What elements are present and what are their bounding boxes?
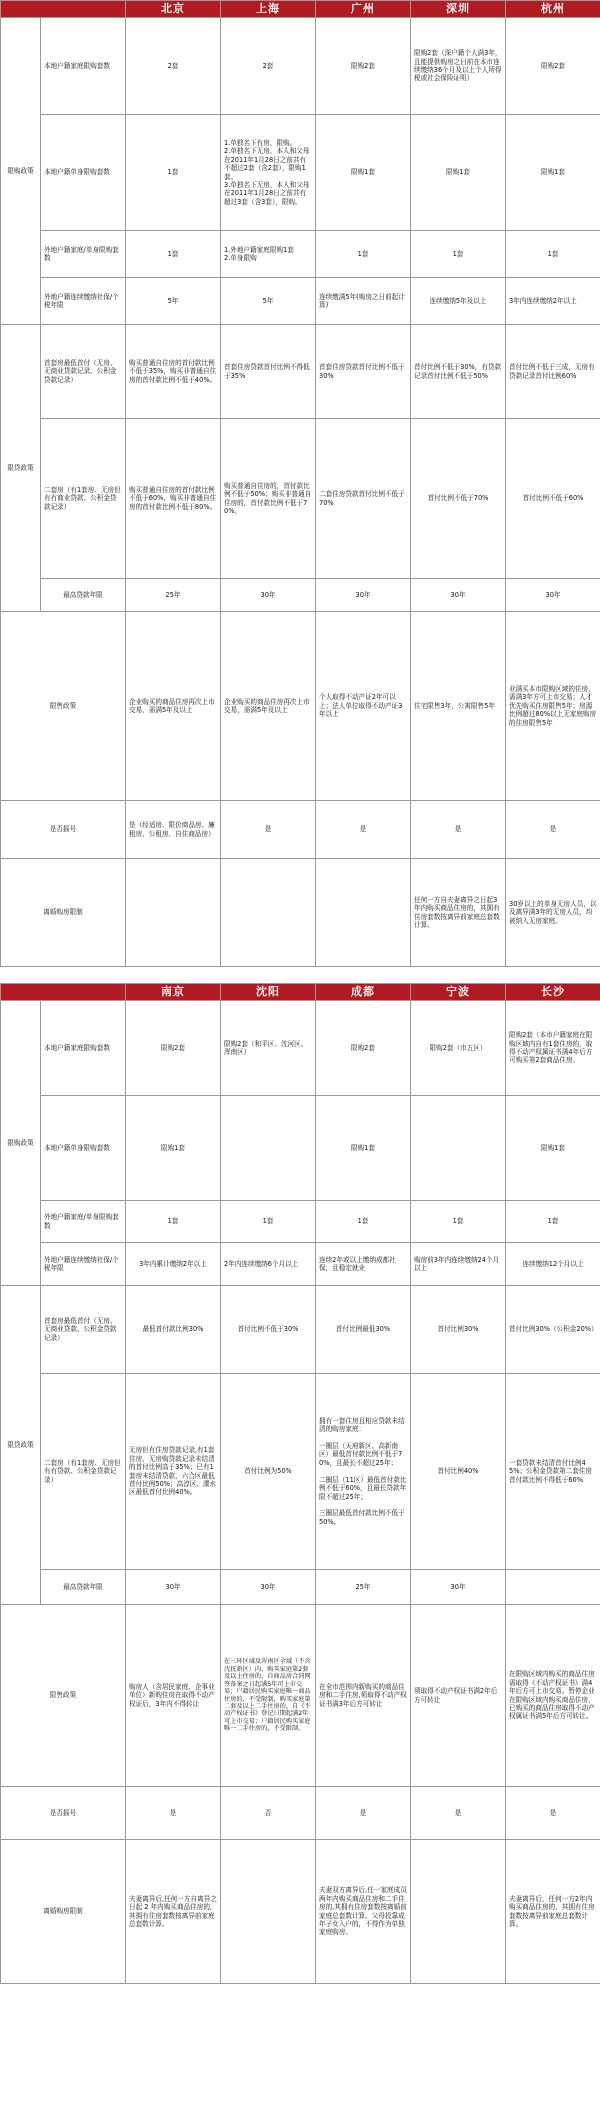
value-cell: 须取得不动产权证书满2年后方可转让 <box>411 1605 506 1787</box>
row-label: 限售政策 <box>1 1605 126 1787</box>
value-cell: 夫妻双方离异后,任一家庭成员两年内购买商品住房和二手住房的,其拥有住房套数按离婚前家庭总套数计算。父母投靠成年子女入户的，不得作为单独家庭购房。 <box>316 1840 411 1984</box>
table-row <box>1 1374 600 1570</box>
value-cell: 限购1套 <box>411 115 506 231</box>
table-row <box>1 325 600 419</box>
value-cell <box>126 859 221 967</box>
row-label: 本地户籍单身限购套数 <box>41 115 126 231</box>
table-row <box>1 579 600 612</box>
value-cell: 是 <box>506 801 600 859</box>
value-cell: 首付比例不低于三成，无房有贷款记录首付比例60% <box>506 325 600 419</box>
value-cell: 30年 <box>221 579 316 612</box>
value-cell <box>221 859 316 967</box>
value-cell: 是 <box>506 1787 600 1840</box>
row-label: 首套房最低首付（无房、无商业贷款、公积金贷款记录） <box>41 1286 126 1374</box>
table-row <box>1 115 600 231</box>
value-cell: 首套住房贷款首付比例不低于30% <box>316 325 411 419</box>
value-cell: 25年 <box>126 579 221 612</box>
value-cell: 3年内累计缴纳2年以上 <box>126 1243 221 1286</box>
value-cell <box>221 1840 316 1984</box>
value-cell: 限购1套 <box>506 115 600 231</box>
value-cell: 限购2套（和平区、沈河区、浑南区） <box>221 1001 316 1096</box>
value-cell: 1套 <box>411 231 506 278</box>
value-cell: 1套 <box>126 1201 221 1243</box>
value-cell: 30年 <box>221 1570 316 1605</box>
value-cell: 30年 <box>506 579 600 612</box>
row-label: 外地户籍家庭/单身限购套数 <box>41 1201 126 1243</box>
policy-table-2 <box>0 983 600 1984</box>
value-cell: 在三环区域及浑南区全域（不含沈抚新区）内，购买家庭第2套及以上住房的，自商品房合同网签备案之日起满5年可上市交易；户籍居民购买家庭唯一商品住房的，不受限制，购买家庭第二套及以上二手住房的，自《不动产权证书》登记日期起满2年可上市交易；户籍居民购买家庭唯一二手住房的，不受限制。 <box>221 1605 316 1787</box>
value-cell: 限购1套 <box>316 1096 411 1201</box>
value-cell: 2套 <box>126 18 221 115</box>
value-cell: 1套 <box>126 115 221 231</box>
value-cell: 限购2套 <box>506 18 600 115</box>
value-cell: 拥有一套住房且相应贷款未结清的购房家庭： 一圈层（天府新区、高新南区）最低首付款比例不低于70%，且最长不超过25年； 二圈层（11区）最低首付款比例不低于60%，且最长贷款年限不超过25年； 三圈层最低首付款比例不低于50%。 <box>316 1374 411 1570</box>
table1-city-header: 广州 <box>316 1 411 18</box>
value-cell: 企业购买的商品住房再次上市交易，需满5年及以上 <box>221 612 316 801</box>
value-cell: 首付比例不低于60% <box>506 419 600 579</box>
row-label: 外地户籍连续缴纳社保/个税年限 <box>41 278 126 325</box>
value-cell: 在全市范围内新购买的商品住房和二手住房,须取得不动产权证书满3年后方可转让 <box>316 1605 411 1787</box>
row-label: 最高贷款年限 <box>41 579 126 612</box>
value-cell: 30年 <box>411 579 506 612</box>
value-cell: 是 <box>126 1787 221 1840</box>
value-cell: 企业购买的商品住房再次上市交易，需满5年及以上 <box>126 612 221 801</box>
row-label: 本地户籍家庭限购套数 <box>41 18 126 115</box>
row-label: 是否摇号 <box>1 1787 126 1840</box>
value-cell: 1套 <box>316 1201 411 1243</box>
table1-header-row <box>1 1 600 18</box>
table-row <box>1 1243 600 1286</box>
value-cell: 首付比例为50% <box>221 1374 316 1570</box>
value-cell: 首付比例不低于30%，有贷款记录首付比例不低于50% <box>411 325 506 419</box>
row-label: 最高贷款年限 <box>41 1570 126 1605</box>
table1-city-header: 上海 <box>221 1 316 18</box>
table-row <box>1 1570 600 1605</box>
row-label: 限售政策 <box>1 612 126 801</box>
value-cell: 1.外地户籍家庭限购1套 2.单身限购 <box>221 231 316 278</box>
value-cell: 1套 <box>126 231 221 278</box>
table-row <box>1 1286 600 1374</box>
value-cell: 首付比例30% <box>411 1286 506 1374</box>
table-row <box>1 1001 600 1096</box>
value-cell: 个人取得不动产证2年可以上；法人单位取得不动产证3年以上 <box>316 612 411 801</box>
value-cell: 30岁以上的单身无房人员，以及离异满3年的无房人员，均被纳入无房家庭。 <box>506 859 600 967</box>
value-cell: 1套 <box>221 1201 316 1243</box>
table-row <box>1 1605 600 1787</box>
row-label: 首套房最低首付（无房、无商业贷款记录、公积金贷款记录） <box>41 325 126 419</box>
value-cell: 限购1套 <box>506 1096 600 1201</box>
value-cell: 2年内连续缴纳6个月以上 <box>221 1243 316 1286</box>
value-cell: 限购1套 <box>316 115 411 231</box>
value-cell: 是 <box>411 801 506 859</box>
value-cell: 30年 <box>126 1570 221 1605</box>
row-label: 外地户籍连续缴纳社保/个税年限 <box>41 1243 126 1286</box>
table-row <box>1 1787 600 1840</box>
value-cell: 购买普通自住房的首付款比例不低于60%，购买非普通自住房的首付款比例不低于80%。 <box>126 419 221 579</box>
row-label: 是否摇号 <box>1 801 126 859</box>
value-cell: 1.单独名下有房，限购。 2.单独名下无房，本人和父母在2011年1月28日之前共有不超过2套（含2套），限购1套。 3.单独名下无房，本人和父母在2011年1月28日之前共有超过3套（含3套），限购。 <box>221 115 316 231</box>
value-cell: 限购2套（深户籍个人满3年，且能提供购房之日前在本市连续缴纳36个月及以上个人所得税或社会保险证明） <box>411 18 506 115</box>
category-cell: 限购政策 <box>1 18 41 325</box>
table1-city-header: 北京 <box>126 1 221 18</box>
table2-city-header: 宁波 <box>411 984 506 1001</box>
value-cell: 否 <box>221 1787 316 1840</box>
value-cell: 最低首付款比例30% <box>126 1286 221 1374</box>
value-cell: 首付比例30%（公积金20%） <box>506 1286 600 1374</box>
value-cell: 限购2套（本市户籍家庭在限购区域内自有1套住房的，取得不动产权属证书满4年后方可购买第2套商品住房。 <box>506 1001 600 1096</box>
value-cell: 连续缴满5年(购房之日前起计算) <box>316 278 411 325</box>
row-label: 二套房（有1套房、无房但有有商业贷款、公积金贷款记录） <box>41 419 126 579</box>
table-row <box>1 859 600 967</box>
value-cell: 是 <box>316 801 411 859</box>
value-cell <box>221 1096 316 1201</box>
table-row <box>1 278 600 325</box>
value-cell: 是 <box>411 1787 506 1840</box>
value-cell: 是 <box>221 801 316 859</box>
table1-header-corner <box>1 1 126 18</box>
table-row <box>1 801 600 859</box>
value-cell: 限购2套 <box>316 18 411 115</box>
table2-city-header: 长沙 <box>506 984 600 1001</box>
value-cell: 1套 <box>506 231 600 278</box>
value-cell: 1套 <box>506 1201 600 1243</box>
row-label: 离婚购房限制 <box>1 859 126 967</box>
row-label: 离婚购房限制 <box>1 1840 126 1984</box>
value-cell: 购房前3年内连续缴纳24个月以上 <box>411 1243 506 1286</box>
table-row <box>1 612 600 801</box>
category-cell: 限购政策 <box>1 1001 41 1286</box>
category-cell: 限贷政策 <box>1 1286 41 1605</box>
value-cell: 在限购区域内购买的商品住房需取得《不动产权证书》满4年后方可上市交易。暂停企业在限购区域内购买商品住房，已购买的商品住房取得不动产权属证书满5年后方可转让。 <box>506 1605 600 1787</box>
value-cell: 是（经适房、限价商品房、廉租房、公租房、自住商品房） <box>126 801 221 859</box>
value-cell <box>411 1840 506 1984</box>
table-row <box>1 1201 600 1243</box>
value-cell: 30年 <box>316 579 411 612</box>
value-cell: 首付比例最低30% <box>316 1286 411 1374</box>
value-cell: 限购2套（市五区） <box>411 1001 506 1096</box>
value-cell: 2套 <box>221 18 316 115</box>
value-cell: 业满买本市限购区域的住房，需满3年方可上市交易；人才优先购买住房限售5年；房源比例超过80%以上无家庭购房的住房限售5年 <box>506 612 600 801</box>
table-gap <box>0 967 600 983</box>
value-cell: 首付比例不低于30% <box>221 1286 316 1374</box>
row-label: 二套房（有1套房、无房但有有贷款、公积金贷款记录） <box>41 1374 126 1570</box>
value-cell: 1套 <box>316 231 411 278</box>
table-row <box>1 18 600 115</box>
table2-header-row <box>1 984 600 1001</box>
value-cell: 限购2套 <box>316 1001 411 1096</box>
value-cell: 首付比例40% <box>411 1374 506 1570</box>
value-cell: 5年 <box>221 278 316 325</box>
value-cell: 30年 <box>411 1570 506 1605</box>
table-row <box>1 231 600 278</box>
table2-city-header: 南京 <box>126 984 221 1001</box>
value-cell: 任何一方自夫妻离异之日起3年内购买商品住房的，其拥有住房套数按离异前家庭总套数计算。 <box>411 859 506 967</box>
value-cell: 连续缴纳5年及以上 <box>411 278 506 325</box>
value-cell: 3年内连续缴纳2年以上 <box>506 278 600 325</box>
value-cell: 连续缴纳12个月以上 <box>506 1243 600 1286</box>
value-cell: 25年 <box>316 1570 411 1605</box>
value-cell: 购房人（含居民家庭、企事业单位）新购住房在取得不动产权证后，3年内不得转让 <box>126 1605 221 1787</box>
row-label: 本地户籍家庭限购套数 <box>41 1001 126 1096</box>
value-cell: 夫妻离异后,任何一方自离异之日起 2 年内购买商品住房的,其拥有住房套数按离异前家庭总套数计算。 <box>126 1840 221 1984</box>
value-cell: 夫妻离异后，任何一方2年内购买商品住房的，其拥有住房套数按离异前家庭总套数计算。 <box>506 1840 600 1984</box>
value-cell: 无房但有住房贷款记录,有1套住房、无房购贷款记录未结清的首付比例高于35%；已有1套房未结清贷款，六合区最低首付比例50%；高淳区、溧水区最低首付比例40%。 <box>126 1374 221 1570</box>
table2-city-header: 成都 <box>316 984 411 1001</box>
value-cell: 限购2套 <box>126 1001 221 1096</box>
table2-header-corner <box>1 984 126 1001</box>
row-label: 本地户籍单身限购套数 <box>41 1096 126 1201</box>
table-row <box>1 1096 600 1201</box>
value-cell: 5年 <box>126 278 221 325</box>
value-cell <box>316 859 411 967</box>
row-label: 外地户籍家庭/单身限购套数 <box>41 231 126 278</box>
table2-city-header: 沈阳 <box>221 984 316 1001</box>
policy-table-1 <box>0 0 600 967</box>
table1-city-header: 深圳 <box>411 1 506 18</box>
value-cell: 1套 <box>411 1201 506 1243</box>
category-cell: 限贷政策 <box>1 325 41 612</box>
value-cell: 首套住房贷款首付比例不得低于35% <box>221 325 316 419</box>
value-cell <box>411 1096 506 1201</box>
value-cell: 二套住房贷款首付比例不低于70% <box>316 419 411 579</box>
table-row <box>1 1840 600 1984</box>
value-cell: 连续2年或以上缴纳成都社保，且稳定就业 <box>316 1243 411 1286</box>
value-cell: 住宅限售3年，公寓限售5年 <box>411 612 506 801</box>
value-cell <box>506 1570 600 1605</box>
value-cell: 一套贷款未结清首付比例45%；公积金贷款第二套住房首付款比例不得低于60% <box>506 1374 600 1570</box>
value-cell: 首付比例不低于70% <box>411 419 506 579</box>
table1-city-header: 杭州 <box>506 1 600 18</box>
value-cell: 购买普通自住房的首付款比例不低于35%，购买非普通自住房的首付款比例不低于40%。 <box>126 325 221 419</box>
value-cell: 购买普通自住房的，首付款比例不低于50%；购买非普通自住房的，首付款比例不低于70%。 <box>221 419 316 579</box>
table-row <box>1 419 600 579</box>
value-cell: 是 <box>316 1787 411 1840</box>
value-cell: 限购1套 <box>126 1096 221 1201</box>
